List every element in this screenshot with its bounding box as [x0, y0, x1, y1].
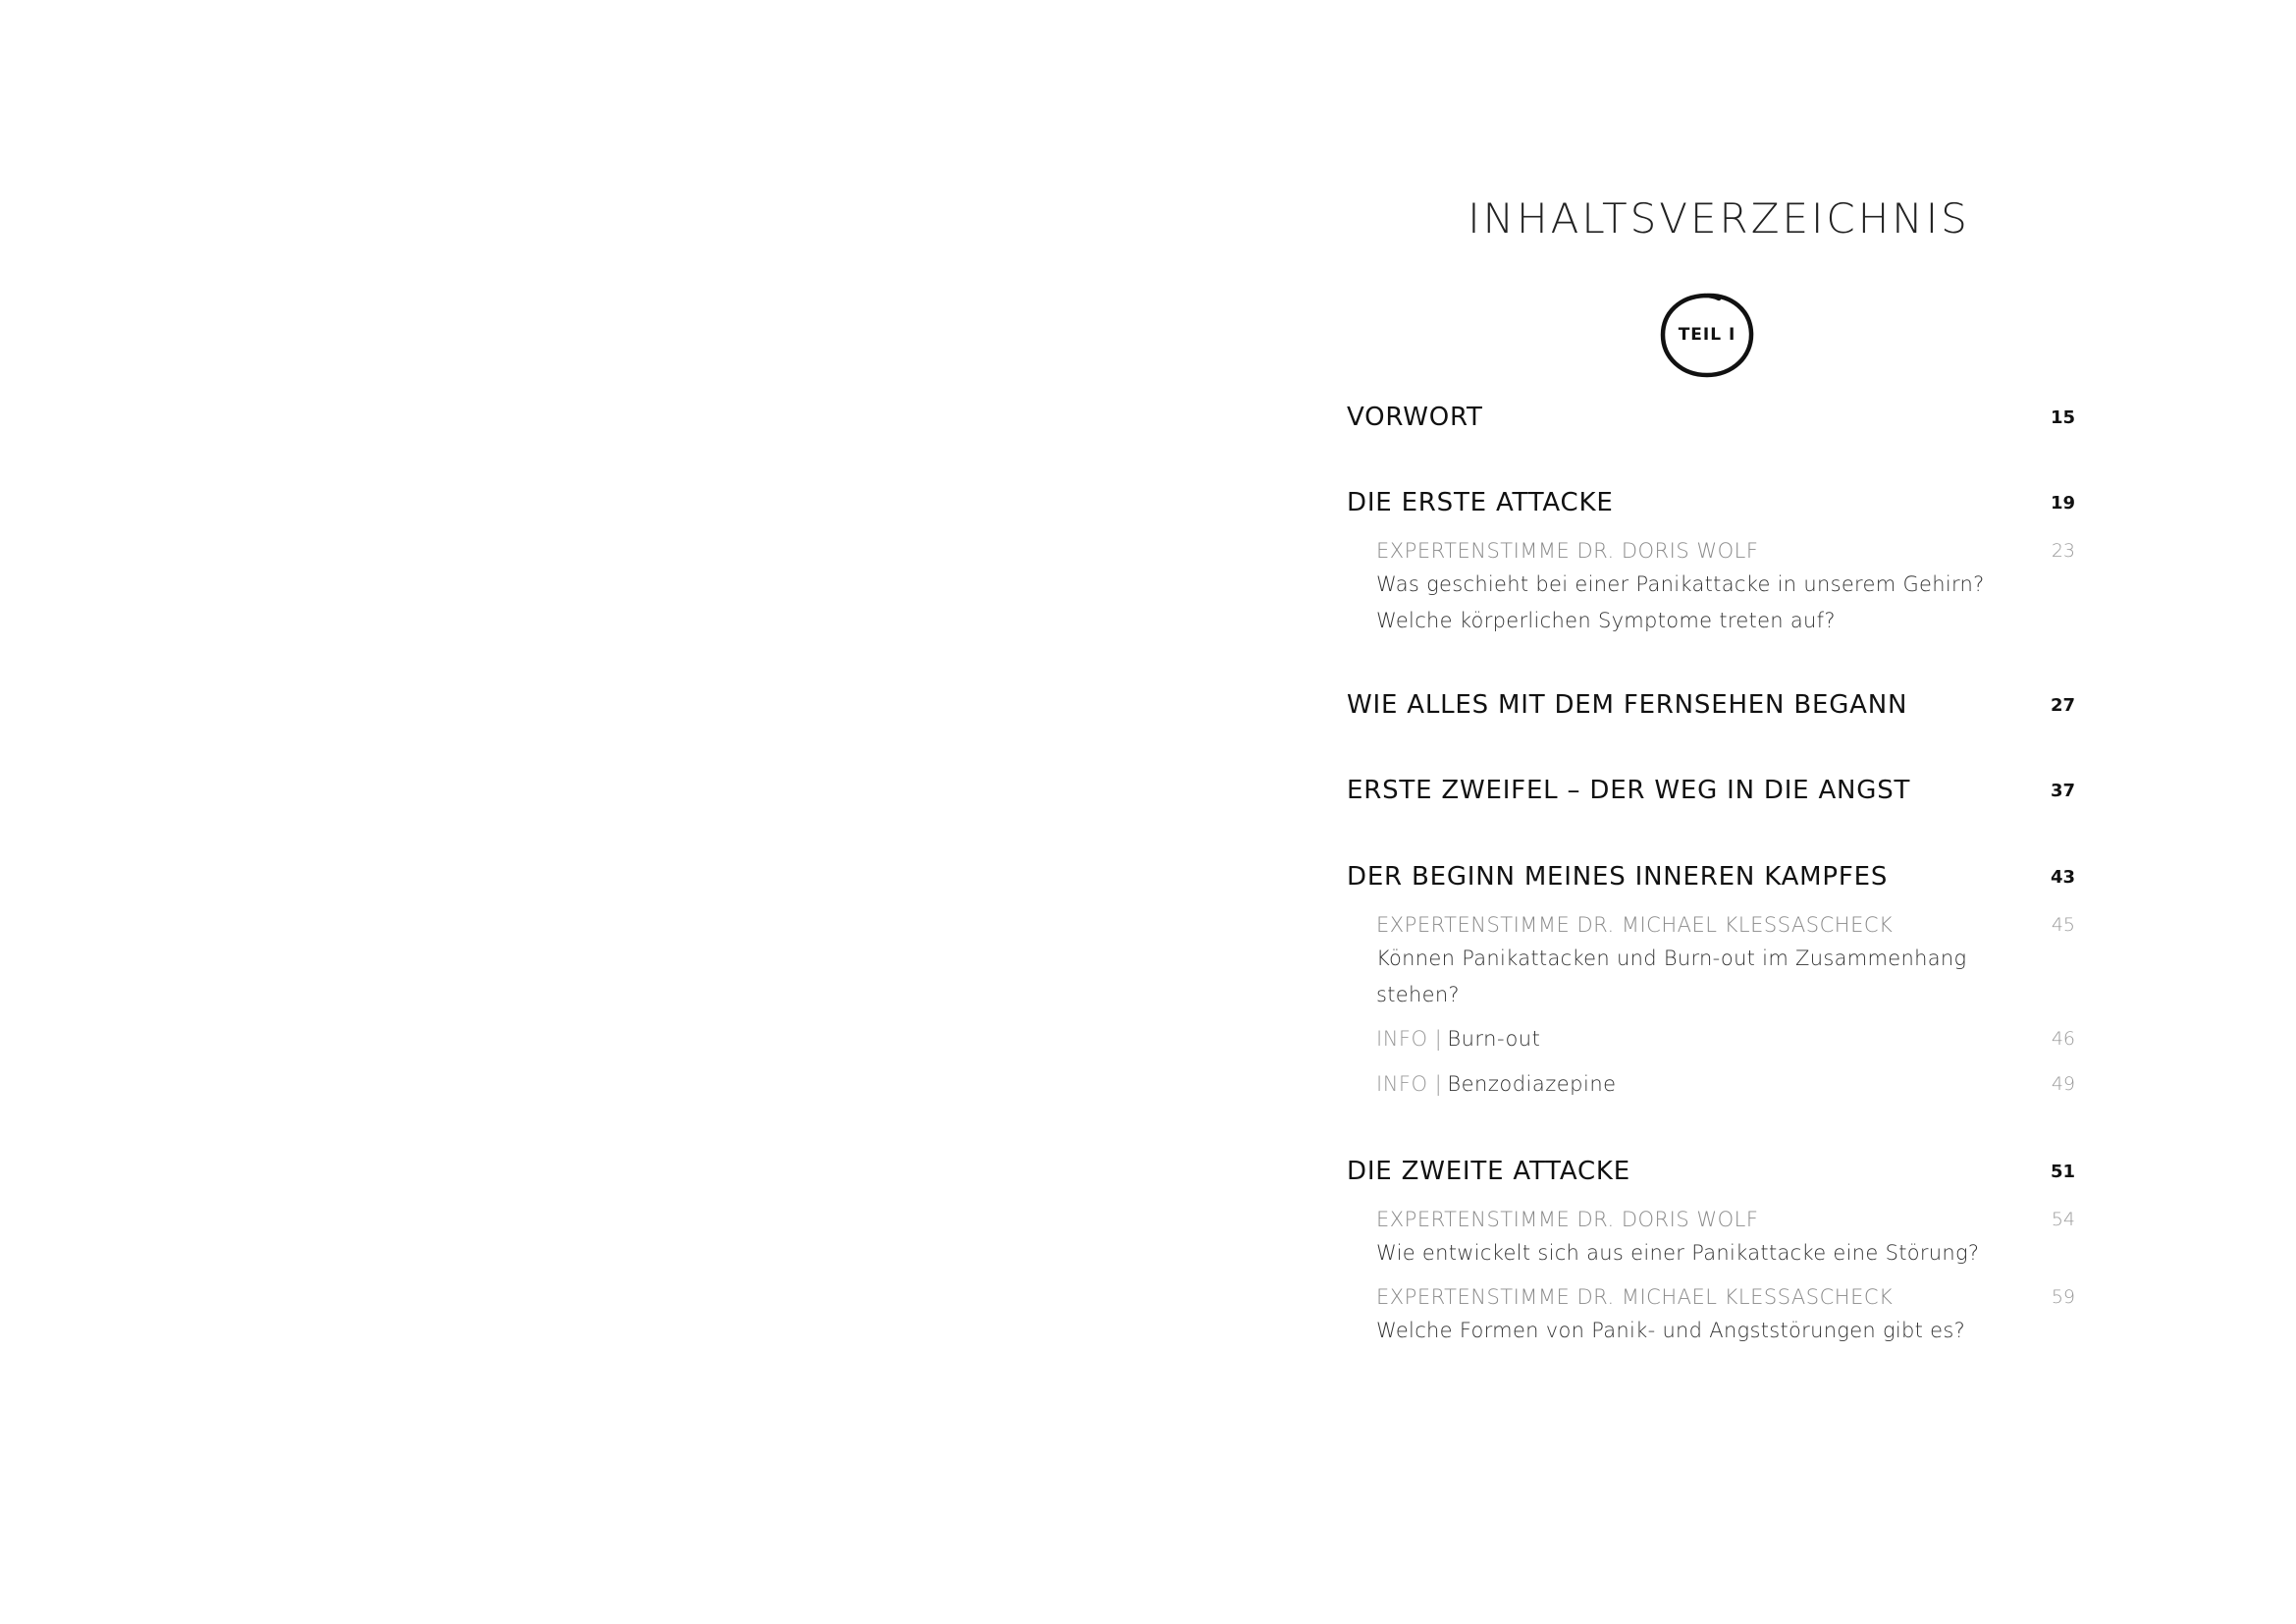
chapter-title: WIE ALLES MIT DEM FERNSEHEN BEGANN: [1347, 690, 1908, 720]
chapter-page-number: 15: [2050, 407, 2075, 428]
chapter-title: DIE ZWEITE ATTACKE: [1347, 1157, 1630, 1186]
toc-chapter[interactable]: [1347, 1157, 2075, 1349]
subentry-description: Welche Formen von Panik- und Angststörungen gibt es?: [1376, 1319, 1966, 1342]
chapter-title: VORWORT: [1347, 403, 1483, 432]
toc-subentry[interactable]: [1376, 1204, 2075, 1272]
toc-subentry[interactable]: [1376, 1068, 2075, 1100]
expert-voice-label: EXPERTENSTIMME DR. DORIS WOLF: [1376, 1208, 1759, 1231]
toc-chapter[interactable]: [1347, 862, 2075, 1100]
toc-chapter[interactable]: [1347, 690, 2075, 726]
part-badge: [1659, 292, 1755, 378]
subentry-description: Wie entwickelt sich aus einer Panikattacke eine Störung?: [1376, 1241, 1980, 1265]
chapter-title: DIE ERSTE ATTACKE: [1347, 488, 1614, 517]
info-prefix: INFO |: [1376, 1072, 1443, 1096]
expert-voice-label: EXPERTENSTIMME DR. DORIS WOLF: [1376, 539, 1759, 563]
toc-subentry[interactable]: [1376, 1281, 2075, 1349]
toc-subentry[interactable]: [1376, 909, 2075, 1013]
subentry-page-number: 23: [2051, 540, 2075, 562]
expert-voice-label: EXPERTENSTIMME DR. MICHAEL KLESSASCHECK: [1376, 1285, 1894, 1309]
chapter-page-number: 19: [2050, 493, 2075, 514]
subentry-page-number: 46: [2051, 1028, 2075, 1050]
chapter-page-number: 27: [2050, 695, 2075, 716]
info-prefix: INFO |: [1376, 1027, 1443, 1051]
toc-subentry[interactable]: [1376, 535, 2075, 639]
subentry-description: Können Panikattacken und Burn-out im Zusammenhang stehen?: [1376, 947, 1967, 1006]
subentry-description: Was geschieht bei einer Panikattacke in unserem Gehirn? Welche körperlichen Symptome treten auf?: [1376, 572, 1985, 632]
subentry-page-number: 54: [2051, 1209, 2075, 1230]
expert-voice-label: EXPERTENSTIMME DR. MICHAEL KLESSASCHECK: [1376, 913, 1894, 937]
subentry-page-number: 45: [2051, 914, 2075, 936]
right-page-toc: [1148, 0, 2296, 1624]
toc-title: INHALTSVERZEICHNIS: [1468, 194, 1970, 243]
chapter-page-number: 37: [2050, 781, 2075, 801]
toc-chapter[interactable]: [1347, 776, 2075, 811]
info-text: Burn-out: [1447, 1027, 1541, 1051]
part-label: TEIL I: [1678, 325, 1736, 345]
chapter-page-number: 51: [2050, 1162, 2075, 1182]
chapter-page-number: 43: [2050, 867, 2075, 888]
chapter-title: ERSTE ZWEIFEL – DER WEG IN DIE ANGST: [1347, 776, 1911, 805]
toc-chapter[interactable]: [1347, 488, 2075, 639]
info-text: Benzodiazepine: [1447, 1072, 1617, 1096]
toc-chapter[interactable]: [1347, 403, 2075, 438]
subentry-page-number: 49: [2051, 1073, 2075, 1095]
chapter-title: DER BEGINN MEINES INNEREN KAMPFES: [1347, 862, 1889, 892]
toc-subentry[interactable]: [1376, 1023, 2075, 1055]
subentry-page-number: 59: [2051, 1286, 2075, 1308]
